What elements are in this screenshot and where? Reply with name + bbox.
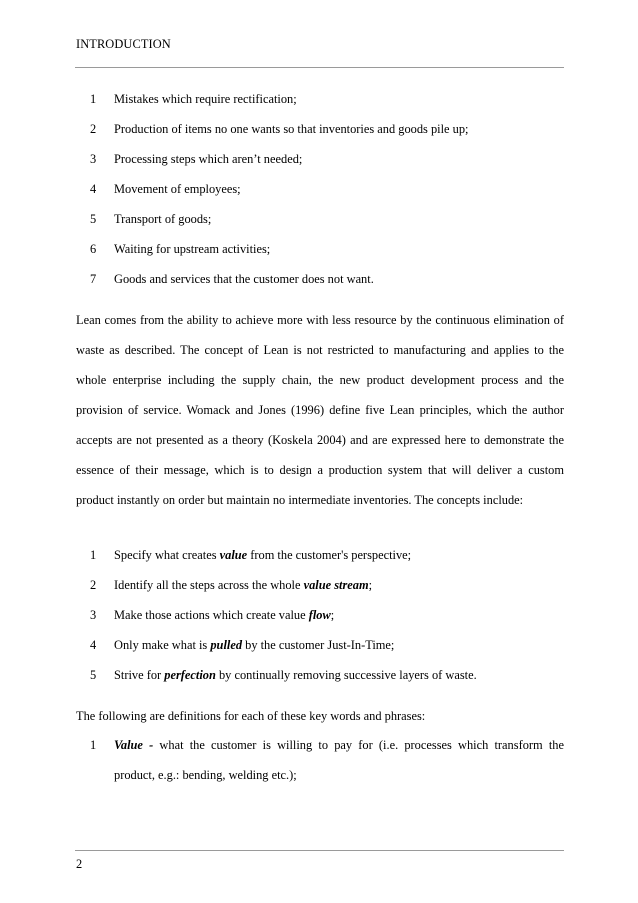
page-number: 2 bbox=[76, 857, 83, 871]
list-item-text bbox=[114, 666, 477, 684]
list-item-text: Production of items no one wants so that inventories and goods pile up; bbox=[114, 122, 469, 136]
key-term: pulled bbox=[210, 638, 243, 652]
key-term: flow bbox=[308, 608, 331, 622]
list-item-text: Waiting for upstream activities; bbox=[114, 242, 271, 256]
text-after: ; bbox=[330, 608, 335, 622]
list-item-number: 5 bbox=[90, 668, 97, 682]
text-before: Only make what is bbox=[114, 638, 211, 652]
list-item-number: 1 bbox=[90, 738, 97, 752]
key-term: value stream bbox=[303, 578, 369, 592]
definition-term: Value - bbox=[114, 738, 154, 752]
list-item-number: 6 bbox=[90, 242, 97, 256]
list-item-text: Processing steps which aren’t needed; bbox=[114, 152, 303, 166]
lean-paragraph: Lean comes from the ability to achieve more with less resource by the continuous elimination of waste as described. The concept of Lean is not restricted to manufacturing and applies to the whole enterprise including the supply chain, the new product development process and the provision of service. Womack and Jones (1996) define five Lean principles, which the author accepts are not presented as a theory (Koskela 2004) and are expressed here to demonstrate the essence of their message, which is to design a production system that will deliver a custom product instantly on order but maintain no intermediate inventories. The concepts include: bbox=[76, 313, 564, 507]
page-header-title: INTRODUCTION bbox=[76, 37, 171, 51]
list-item-number: 5 bbox=[90, 212, 97, 226]
text-after: from the customer's perspective; bbox=[247, 548, 412, 562]
list-item-text bbox=[114, 636, 394, 654]
text-after: by continually removing successive layers of waste. bbox=[215, 668, 477, 682]
definitions-intro: The following are definitions for each of these key words and phrases: bbox=[76, 709, 426, 723]
list-item-number: 3 bbox=[90, 152, 97, 166]
footer-divider bbox=[75, 850, 564, 851]
list-item-text bbox=[114, 606, 334, 624]
text-before: Specify what creates bbox=[114, 548, 220, 562]
list-item-number: 1 bbox=[90, 548, 97, 562]
list-item-number: 2 bbox=[90, 122, 97, 136]
list-item-text: Movement of employees; bbox=[114, 182, 241, 196]
list-item-text: Mistakes which require rectification; bbox=[114, 92, 297, 106]
list-item-number: 7 bbox=[90, 272, 97, 286]
list-item-text: Transport of goods; bbox=[114, 212, 212, 226]
key-term: perfection bbox=[164, 668, 216, 682]
text-before: Identify all the steps across the whole bbox=[114, 578, 304, 592]
list-item-text bbox=[114, 546, 411, 564]
list-item-number: 3 bbox=[90, 608, 97, 622]
list-item-number: 4 bbox=[90, 182, 97, 196]
list-item-text bbox=[114, 576, 372, 594]
definition-description: what the customer is willing to pay for (i.e. processes which transform the product, e.g.: bending, welding etc.); bbox=[114, 738, 564, 782]
text-after: ; bbox=[368, 578, 373, 592]
key-term: value bbox=[219, 548, 248, 562]
text-before: Strive for bbox=[114, 668, 165, 682]
list-item-number: 1 bbox=[90, 92, 97, 106]
definition-text bbox=[114, 730, 564, 790]
header-divider bbox=[75, 67, 564, 68]
text-after: by the customer Just-In-Time; bbox=[242, 638, 395, 652]
text-before: Make those actions which create value bbox=[114, 608, 309, 622]
list-item-text: Goods and services that the customer does not want. bbox=[114, 272, 374, 286]
list-item-number: 4 bbox=[90, 638, 97, 652]
list-item-number: 2 bbox=[90, 578, 97, 592]
